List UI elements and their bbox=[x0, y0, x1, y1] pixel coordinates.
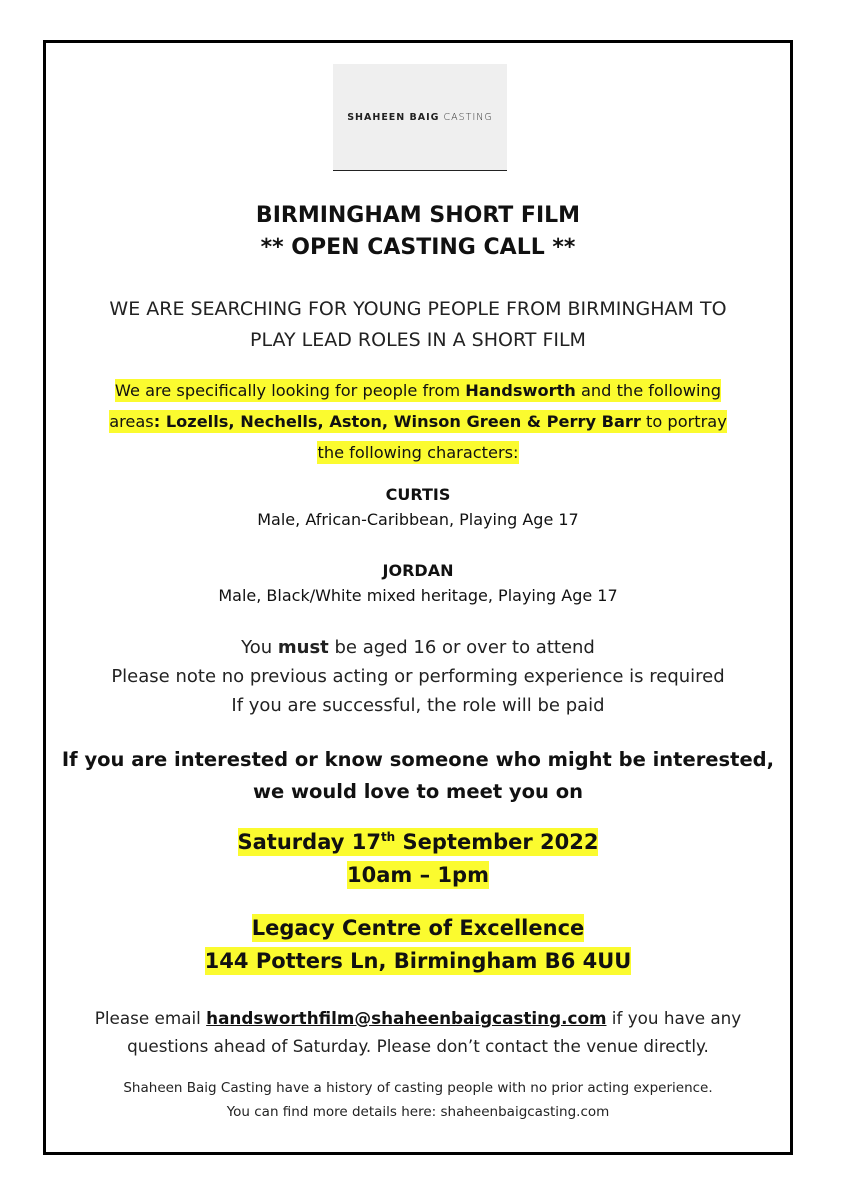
event-datetime bbox=[46, 826, 790, 892]
logo-underline bbox=[333, 170, 507, 171]
interest-heading: If you are interested or know someone who might be interested, we would love to meet you on bbox=[61, 748, 775, 803]
target-areas-text: We are specifically looking for people from Handsworth and the following areas: Lozells, Nechells, Aston, Winson Green & Perry Barr to portray the following characters: bbox=[109, 381, 727, 462]
paid-note: If you are successful, the role will be paid bbox=[231, 695, 605, 716]
subtitle-line-2: PLAY LEAD ROLES IN A SHORT FILM bbox=[250, 329, 586, 351]
subtitle bbox=[46, 294, 790, 356]
casting-logo bbox=[333, 64, 507, 170]
event-venue bbox=[46, 912, 790, 978]
role-name: CURTIS bbox=[385, 485, 451, 504]
subtitle-line-1: WE ARE SEARCHING FOR YOUNG PEOPLE FROM BIRMINGHAM TO bbox=[109, 298, 727, 320]
event-date: Saturday 17th September 2022 bbox=[237, 830, 599, 854]
requirements-notes bbox=[46, 633, 790, 720]
venue-name: Legacy Centre of Excellence bbox=[251, 916, 585, 940]
role-jordan bbox=[46, 559, 790, 609]
footer-note: Shaheen Baig Casting have a history of casting people with no prior acting experience. You can find more details here: shaheenbaigcasting.com bbox=[123, 1080, 713, 1120]
role-name: JORDAN bbox=[382, 561, 454, 580]
area-list: : Lozells, Nechells, Aston, Winson Green & Perry Barr bbox=[153, 412, 641, 431]
venue-address: 144 Potters Ln, Birmingham B6 4UU bbox=[204, 949, 632, 973]
logo-text: SHAHEEN BAIG CASTING bbox=[347, 111, 493, 123]
age-requirement: You must be aged 16 or over to attend bbox=[241, 637, 595, 658]
role-curtis bbox=[46, 483, 790, 533]
experience-note: Please note no previous acting or performing experience is required bbox=[111, 666, 725, 687]
page-title bbox=[46, 200, 790, 264]
title-line-1: BIRMINGHAM SHORT FILM bbox=[255, 203, 581, 228]
role-description: Male, Black/White mixed heritage, Playing Age 17 bbox=[218, 586, 618, 605]
role-description: Male, African-Caribbean, Playing Age 17 bbox=[257, 510, 579, 529]
target-areas bbox=[46, 375, 790, 468]
event-time: 10am – 1pm bbox=[347, 863, 489, 887]
email-link[interactable]: handsworthfilm@shaheenbaigcasting.com bbox=[206, 1008, 607, 1028]
title-line-2: ** OPEN CASTING CALL ** bbox=[260, 235, 576, 260]
contact-info: Please email handsworthfilm@shaheenbaigcasting.com if you have any questions ahead of Saturday. Please don’t contact the venue directly. bbox=[94, 1008, 742, 1056]
area-handsworth: Handsworth bbox=[465, 381, 576, 400]
